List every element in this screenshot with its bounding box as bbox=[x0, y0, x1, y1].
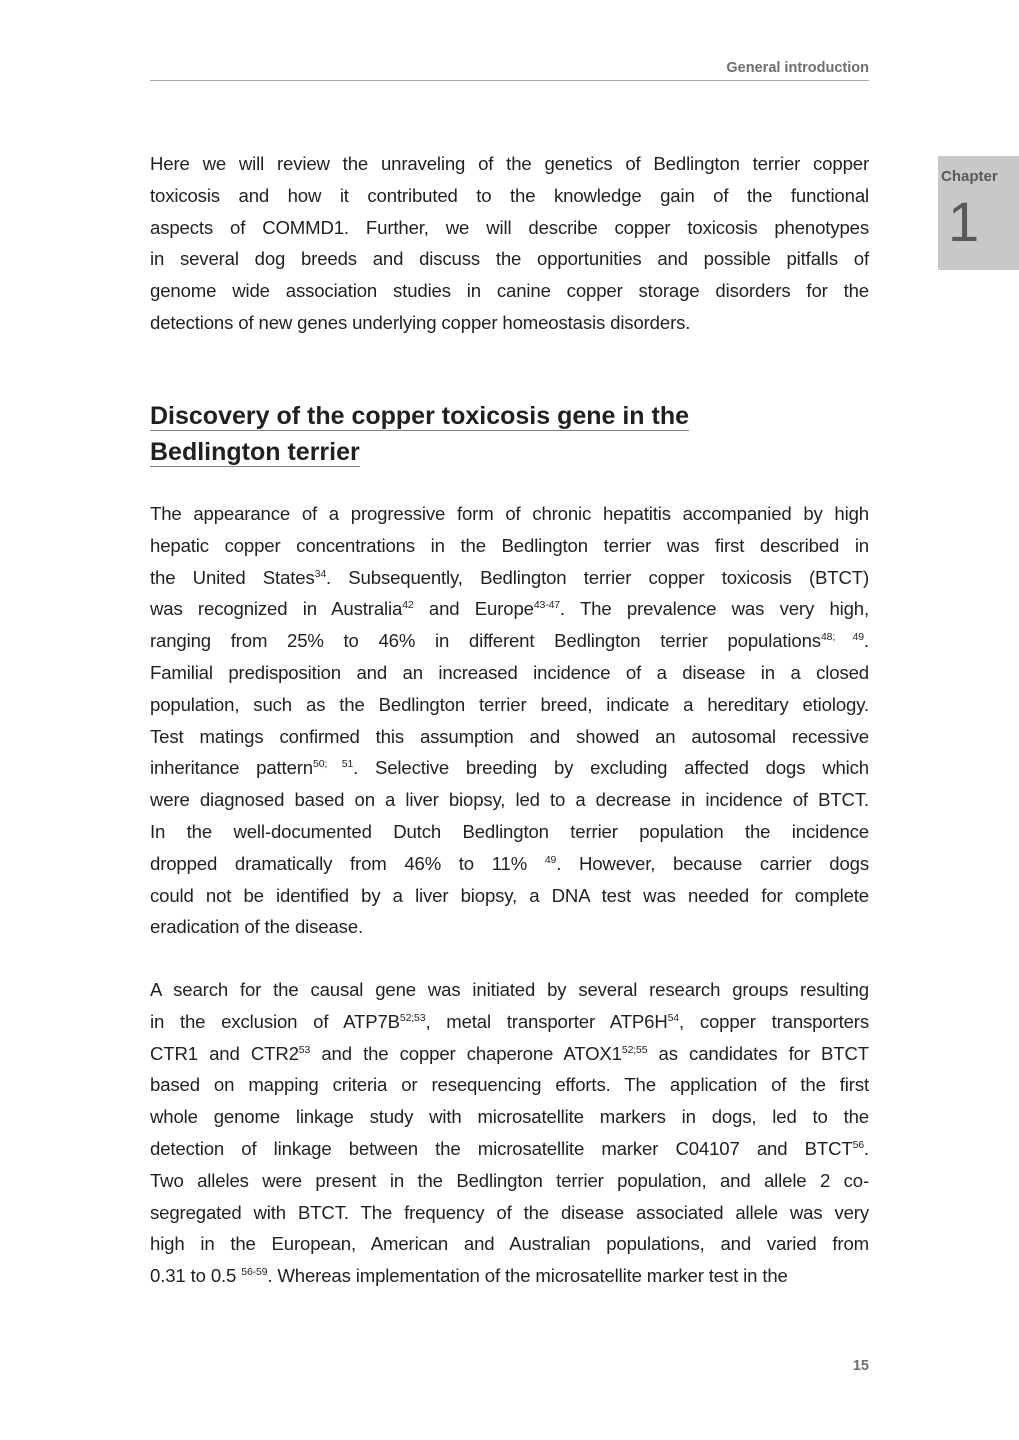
text-segment: were diagnosed based on a liver biopsy, led to a decrease in incidence of BTCT. bbox=[150, 789, 869, 811]
body-paragraph bbox=[150, 974, 869, 1292]
text-line bbox=[150, 1133, 869, 1165]
text-segment: . bbox=[863, 1137, 869, 1159]
chapter-label: Chapter bbox=[941, 168, 998, 185]
text-line bbox=[150, 689, 869, 721]
text-line bbox=[150, 657, 869, 689]
text-segment: whole genome linkage study with microsatellite markers in dogs, led to the bbox=[150, 1106, 869, 1128]
text-line bbox=[150, 1260, 869, 1292]
text-segment: . bbox=[863, 630, 869, 652]
citation-superscript: 48; 49 bbox=[820, 631, 864, 644]
text-segment: was recognized in Australia bbox=[150, 598, 403, 620]
text-segment: hepatic copper concentrations in the Bedlington terrier was first described in bbox=[150, 534, 869, 556]
text-segment: and the copper chaperone ATOX1 bbox=[310, 1042, 622, 1064]
citation-superscript: 49 bbox=[544, 853, 557, 866]
text-line bbox=[150, 593, 869, 625]
text-segment: high in the European, American and Australian populations, and varied from bbox=[150, 1233, 869, 1255]
text-line bbox=[150, 974, 869, 1006]
citation-superscript: 56 bbox=[852, 1138, 864, 1151]
text-segment: population, such as the Bedlington terrier breed, indicate a hereditary etiology. bbox=[150, 693, 869, 715]
section-heading-line: Discovery of the copper toxicosis gene in the bbox=[150, 402, 690, 430]
running-head: General introduction bbox=[150, 60, 869, 81]
section-heading bbox=[150, 400, 689, 472]
text-line bbox=[150, 275, 869, 307]
text-line bbox=[150, 1197, 869, 1229]
text-segment: detections of new genes underlying copper homeostasis disorders. bbox=[150, 311, 691, 333]
text-segment: CTR1 and CTR2 bbox=[150, 1042, 299, 1064]
text-segment: . Whereas implementation of the microsatellite marker test in the bbox=[267, 1265, 788, 1287]
citation-superscript: 42 bbox=[402, 599, 414, 612]
text-line bbox=[150, 752, 869, 784]
text-line bbox=[150, 148, 869, 180]
text-line bbox=[150, 243, 869, 275]
text-line bbox=[150, 180, 869, 212]
text-line bbox=[150, 721, 869, 753]
text-segment: Test matings confirmed this assumption and showed an autosomal recessive bbox=[150, 725, 869, 747]
text-line bbox=[150, 848, 869, 880]
body-paragraph bbox=[150, 498, 869, 943]
text-segment: could not be identified by a liver biopsy, a DNA test was needed for complete bbox=[150, 884, 869, 906]
text-segment: and Europe bbox=[413, 598, 534, 620]
text-segment: as candidates for BTCT bbox=[647, 1042, 869, 1064]
text-segment: Two alleles were present in the Bedlington terrier population, and allele 2 co- bbox=[150, 1169, 869, 1191]
citation-superscript: 56-59 bbox=[241, 1266, 268, 1279]
text-segment: . However, because carrier dogs bbox=[556, 852, 870, 874]
text-line bbox=[150, 1228, 869, 1260]
page-number: 15 bbox=[852, 1358, 869, 1374]
text-segment: based on mapping criteria or resequencing efforts. The application of the first bbox=[150, 1074, 869, 1096]
text-segment: the United States bbox=[150, 566, 315, 588]
text-segment: in the exclusion of ATP7B bbox=[150, 1010, 400, 1032]
text-line bbox=[150, 1165, 869, 1197]
text-segment: Here we will review the unraveling of the genetics of Bedlington terrier copper bbox=[150, 153, 869, 174]
text-line bbox=[150, 1069, 869, 1101]
citation-superscript: 54 bbox=[667, 1011, 679, 1024]
text-line bbox=[150, 625, 869, 657]
text-line bbox=[150, 911, 869, 943]
text-segment: eradication of the disease. bbox=[150, 916, 364, 938]
chapter-number: 1 bbox=[948, 190, 980, 253]
text-segment: Familial predisposition and an increased incidence of a disease in a closed bbox=[150, 661, 869, 683]
text-line bbox=[150, 816, 869, 848]
text-line bbox=[150, 212, 869, 244]
text-line bbox=[150, 784, 869, 816]
text-segment: In the well-documented Dutch Bedlington terrier population the incidence bbox=[150, 820, 869, 842]
text-line bbox=[150, 1006, 869, 1038]
text-segment: A search for the causal gene was initiated by several research groups resulting bbox=[150, 979, 869, 1000]
text-line bbox=[150, 880, 869, 912]
text-segment: . Subsequently, Bedlington terrier copper toxicosis (BTCT) bbox=[326, 566, 870, 588]
text-segment: in several dog breeds and discuss the opportunities and possible pitfalls of bbox=[150, 248, 869, 270]
text-segment: toxicosis and how it contributed to the knowledge gain of the functional bbox=[150, 184, 869, 206]
text-line bbox=[150, 498, 869, 530]
text-segment: segregated with BTCT. The frequency of the disease associated allele was very bbox=[150, 1201, 869, 1223]
text-segment: ranging from 25% to 46% in different Bedlington terrier populations bbox=[150, 630, 821, 652]
section-heading-line: Bedlington terrier bbox=[150, 438, 360, 466]
text-line bbox=[150, 562, 869, 594]
text-segment: The appearance of a progressive form of chronic hepatitis accompanied by high bbox=[150, 503, 869, 524]
intro-paragraph bbox=[150, 148, 869, 339]
text-line bbox=[150, 1038, 869, 1070]
text-segment: , copper transporters bbox=[679, 1010, 869, 1032]
chapter-tab bbox=[938, 156, 1019, 270]
text-segment: . Selective breeding by excluding affected dogs which bbox=[353, 757, 869, 779]
text-segment: inheritance pattern bbox=[150, 757, 313, 779]
citation-superscript: 43-47 bbox=[533, 599, 560, 612]
text-segment: dropped dramatically from 46% to 11% bbox=[150, 852, 545, 874]
text-segment: , metal transporter ATP6H bbox=[425, 1010, 668, 1032]
text-segment: genome wide association studies in canine copper storage disorders for the bbox=[150, 280, 869, 302]
citation-superscript: 52;55 bbox=[621, 1043, 648, 1056]
text-segment: . The prevalence was very high, bbox=[559, 598, 870, 620]
text-line bbox=[150, 1101, 869, 1133]
text-line bbox=[150, 307, 869, 339]
text-segment: aspects of COMMD1. Further, we will describe copper toxicosis phenotypes bbox=[150, 216, 869, 238]
citation-superscript: 52;53 bbox=[399, 1011, 426, 1024]
text-segment: 0.31 to 0.5 bbox=[150, 1265, 242, 1287]
citation-superscript: 34 bbox=[314, 567, 327, 580]
citation-superscript: 53 bbox=[298, 1043, 311, 1056]
text-segment: detection of linkage between the microsatellite marker C04107 and BTCT bbox=[150, 1137, 853, 1159]
citation-superscript: 50; 51 bbox=[313, 758, 354, 771]
text-line bbox=[150, 530, 869, 562]
